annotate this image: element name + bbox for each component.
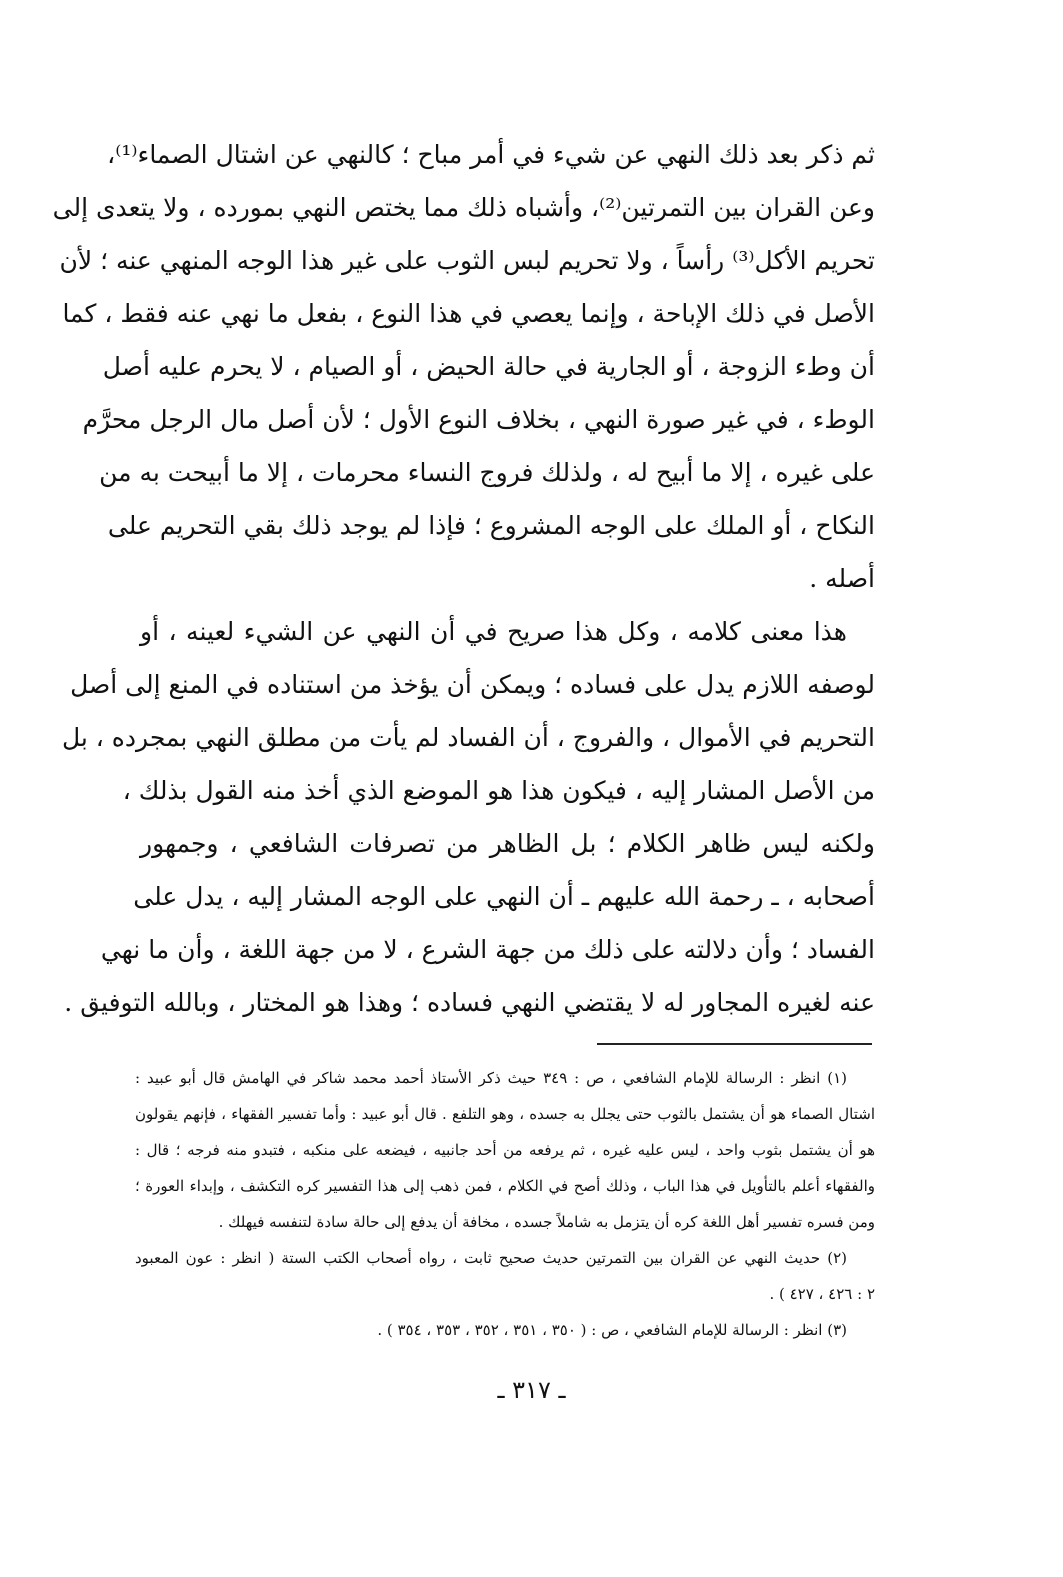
text-line: ولكنه ليس ظاهر الكلام ؛ بل الظاهر من تصرفات الشافعي ، وجمهور xyxy=(140,829,875,858)
page-number: ـ ٣١٧ ـ xyxy=(497,1376,566,1404)
text-line: عنه لغيره المجاور له لا يقتضي النهي فساده ؛ وهذا هو المختار ، وبالله التوفيق . xyxy=(64,988,875,1017)
footnotes xyxy=(135,1060,875,1348)
text-line: ثم ذكر بعد ذلك النهي عن شيء في أمر مباح ؛ كالنهي عن اشتال الصماء⁽¹⁾، xyxy=(107,140,875,169)
footnote-line: والفقهاء أعلم بالتأويل في هذا الباب ، وذلك أصح في الكلام ، فمن ذهب إلى هذا التفسير كره التكشف ، وإبداء العورة ؛ xyxy=(135,1177,875,1195)
text-line: التحريم في الأموال ، والفروج ، أن الفساد لم يأت من مطلق النهي بمجرده ، بل xyxy=(61,723,875,752)
text-line: لوصفه اللازم يدل على فساده ؛ ويمكن أن يؤخذ من استناده في المنع إلى أصل xyxy=(70,670,875,699)
text-line: أصله . xyxy=(809,564,875,593)
text-line: وعن القران بين التمرتين⁽²⁾، وأشباه ذلك مما يختص النهي بمورده ، ولا يتعدى إلى xyxy=(52,193,875,222)
text-line: هذا معنى كلامه ، وكل هذا صريح في أن النهي عن الشيء لعينه ، أو xyxy=(140,617,847,646)
footnote-line: (٣) انظر : الرسالة للإمام الشافعي ، ص : ( ٣٥٠ ، ٣٥١ ، ٣٥٢ ، ٣٥٣ ، ٣٥٤ ) . xyxy=(377,1321,847,1339)
text-line: على غيره ، إلا ما أبيح له ، ولذلك فروج النساء محرمات ، إلا ما أبيحت به من xyxy=(99,458,875,487)
footnote-line: ومن فسره تفسير أهل اللغة كره أن يتزمل به شاملاً جسده ، مخافة أن يدفع إلى حالة سادة لتنفسه فيهلك . xyxy=(218,1213,875,1231)
main-text xyxy=(52,128,875,1029)
text-line: من الأصل المشار إليه ، فيكون هذا هو الموضع الذي أخذ منه القول بذلك ، xyxy=(122,776,875,805)
text-line: أصحابه ، ـ رحمة الله عليهم ـ أن النهي على الوجه المشار إليه ، يدل على xyxy=(133,882,875,911)
text-line: أن وطء الزوجة ، أو الجارية في حالة الحيض ، أو الصيام ، لا يحرم عليه أصل xyxy=(102,352,875,381)
text-line: تحريم الأكل⁽³⁾ رأساً ، ولا تحريم لبس الثوب على غير هذا الوجه المنهي عنه ؛ لأن xyxy=(59,246,875,275)
text-line: الأصل في ذلك الإباحة ، وإنما يعصي في هذا النوع ، بفعل ما نهي عنه فقط ، كما xyxy=(62,299,875,328)
footnote-line: اشتال الصماء هو أن يشتمل بالثوب حتى يجلل به جسده ، وهو التلفع . قال أبو عبيد : وأما تفسير الفقهاء ، فإنهم يقولون xyxy=(135,1105,875,1123)
footnote-line: هو أن يشتمل بثوب واحد ، ليس عليه غيره ، ثم يرفعه من أحد جانبيه ، فيضعه على منكبه ، فتبدو منه فرجه ؛ قال : xyxy=(135,1141,875,1159)
text-line: الفساد ؛ وأن دلالته على ذلك من جهة الشرع ، لا من جهة اللغة ، وأن ما نهي xyxy=(100,935,875,964)
text-line: النكاح ، أو الملك على الوجه المشروع ؛ فإذا لم يوجد ذلك بقي التحريم على xyxy=(107,511,875,540)
text-line: الوطء ، في غير صورة النهي ، بخلاف النوع الأول ؛ لأن أصل مال الرجل محرَّم xyxy=(82,405,875,434)
footnote-line: ٢ : ٤٢٦ ، ٤٢٧ ) . xyxy=(769,1285,875,1303)
footnote-line: (١) انظر : الرسالة للإمام الشافعي ، ص : ٣٤٩ حيث ذكر الأستاذ أحمد محمد شاكر في الهامش قال أبو عبيد : xyxy=(135,1069,847,1087)
footnote-line: (٢) حديث النهي عن القران بين التمرتين حديث صحيح ثابت ، رواه أصحاب الكتب الستة ( انظر : عون المعبود xyxy=(135,1249,847,1267)
footnote-divider xyxy=(597,1043,872,1045)
